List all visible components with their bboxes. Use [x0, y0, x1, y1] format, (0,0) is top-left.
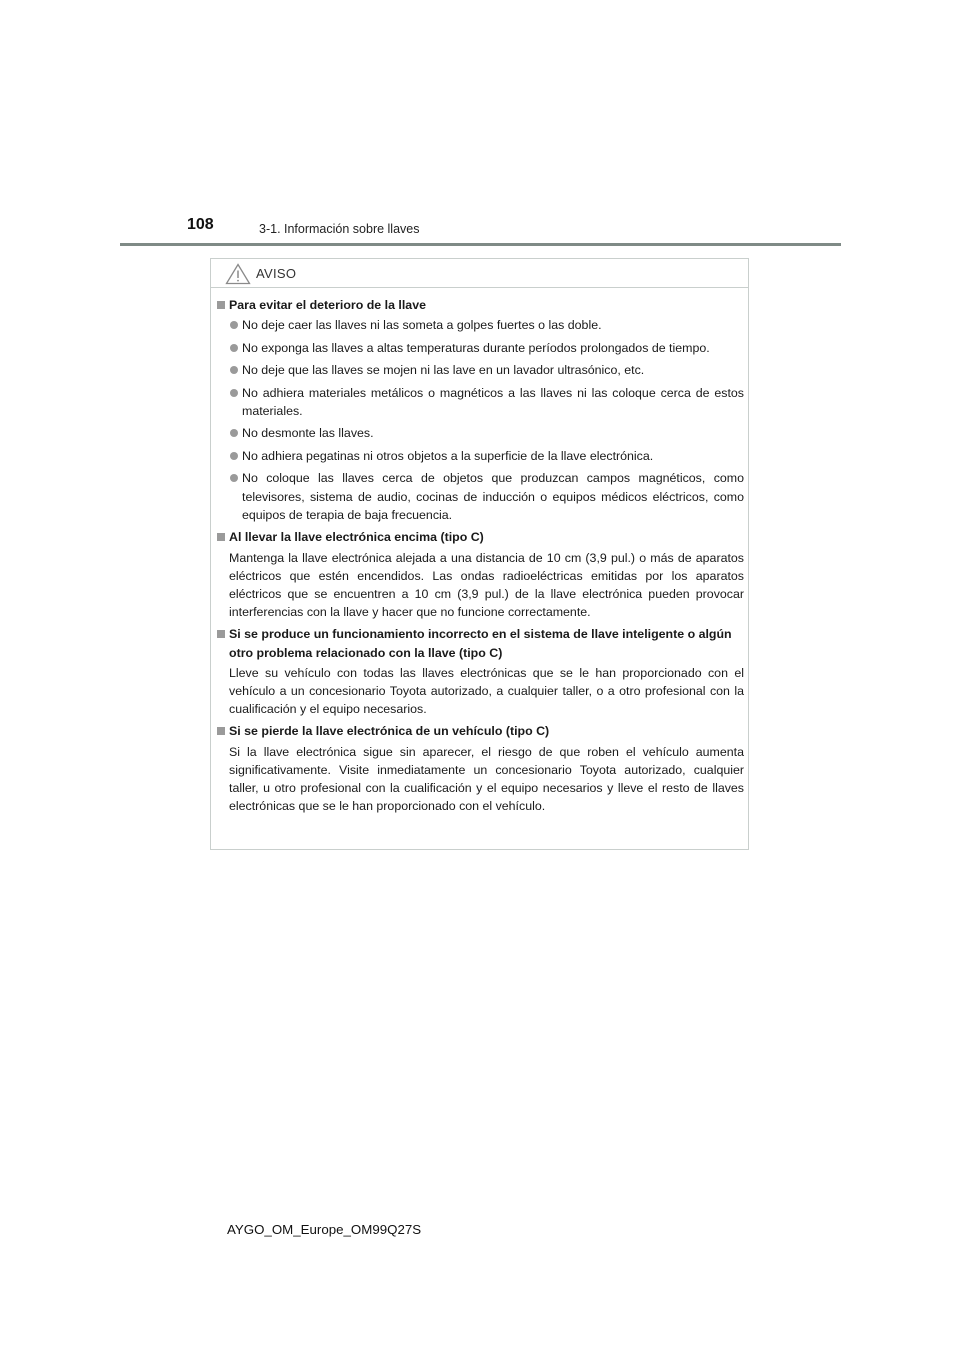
section-heading: Para evitar el deterioro de la llave: [217, 296, 744, 314]
section-heading: Al llevar la llave electrónica encima (tipo C): [217, 528, 744, 546]
section-title: 3-1. Información sobre llaves: [259, 222, 420, 236]
list-item: No adhiera materiales metálicos o magnéticos a las llaves ni las coloque cerca de estos materiales.: [217, 384, 744, 420]
section-heading: Si se produce un funcionamiento incorrecto en el sistema de llave inteligente o algún otro problema relacionado con la llave (tipo C): [217, 625, 744, 661]
section-heading: Si se pierde la llave electrónica de un vehículo (tipo C): [217, 722, 744, 740]
list-item: No coloque las llaves cerca de objetos que produzcan campos magnéticos, como televisores, sistema de audio, cocinas de inducción o equipos médicos eléctricos, como equipos de terapia de baja frecuencia.: [217, 469, 744, 524]
section-lost-key: [217, 722, 744, 815]
warning-title: AVISO: [256, 266, 297, 281]
warning-box: [210, 258, 749, 850]
list-item: No deje caer las llaves ni las someta a golpes fuertes o las doble.: [217, 316, 744, 334]
round-bullet-icon: [230, 366, 238, 374]
list-item: No exponga las llaves a altas temperaturas durante períodos prolongados de tiempo.: [217, 339, 744, 357]
warning-triangle-icon: [225, 263, 251, 290]
section-damage-prevention: [217, 296, 744, 524]
round-bullet-icon: [230, 389, 238, 397]
footer-code: AYGO_OM_Europe_OM99Q27S: [227, 1222, 422, 1237]
section-carrying-key: [217, 528, 744, 621]
list-item: No desmonte las llaves.: [217, 424, 744, 442]
round-bullet-icon: [230, 429, 238, 437]
warning-header: [211, 259, 748, 288]
round-bullet-icon: [230, 474, 238, 482]
round-bullet-icon: [230, 321, 238, 329]
section-text: Mantenga la llave electrónica alejada a una distancia de 10 cm (3,9 pul.) o más de aparatos eléctricos que estén encendidos. Las ondas radioeléctricas emitidas por los aparatos eléctricos que se encuentren a 10 cm (3,9 pul.) de la llave electrónica pueden provocar interferencias con la llave y hacer que no funcione correctamente.: [229, 550, 744, 620]
page-number: 108: [187, 216, 214, 233]
warning-body: [217, 296, 744, 819]
square-bullet-icon: [217, 727, 225, 735]
square-bullet-icon: [217, 630, 225, 638]
header-rule: [120, 243, 841, 246]
list-item: No adhiera pegatinas ni otros objetos a la superficie de la llave electrónica.: [217, 447, 744, 465]
list-item: No deje que las llaves se mojen ni las lave en un lavador ultrasónico, etc.: [217, 361, 744, 379]
round-bullet-icon: [230, 344, 238, 352]
round-bullet-icon: [230, 452, 238, 460]
section-malfunction: [217, 625, 744, 718]
section-text: Lleve su vehículo con todas las llaves electrónicas que se le han proporcionado con el vehículo a un concesionario Toyota autorizado, a cualquier taller, o a otro profesional con la cualificación y el equipo necesarios.: [229, 665, 744, 717]
square-bullet-icon: [217, 533, 225, 541]
square-bullet-icon: [217, 301, 225, 309]
section-text: Si la llave electrónica sigue sin aparecer, el riesgo de que roben el vehículo aumenta significativamente. Visite inmediatamente un concesionario Toyota autorizado, cualquier taller, u otro profesional con la cualificación y el equipo necesarios y lleve el resto de llaves electrónicas que se le han proporcionado con el vehículo.: [229, 744, 744, 814]
